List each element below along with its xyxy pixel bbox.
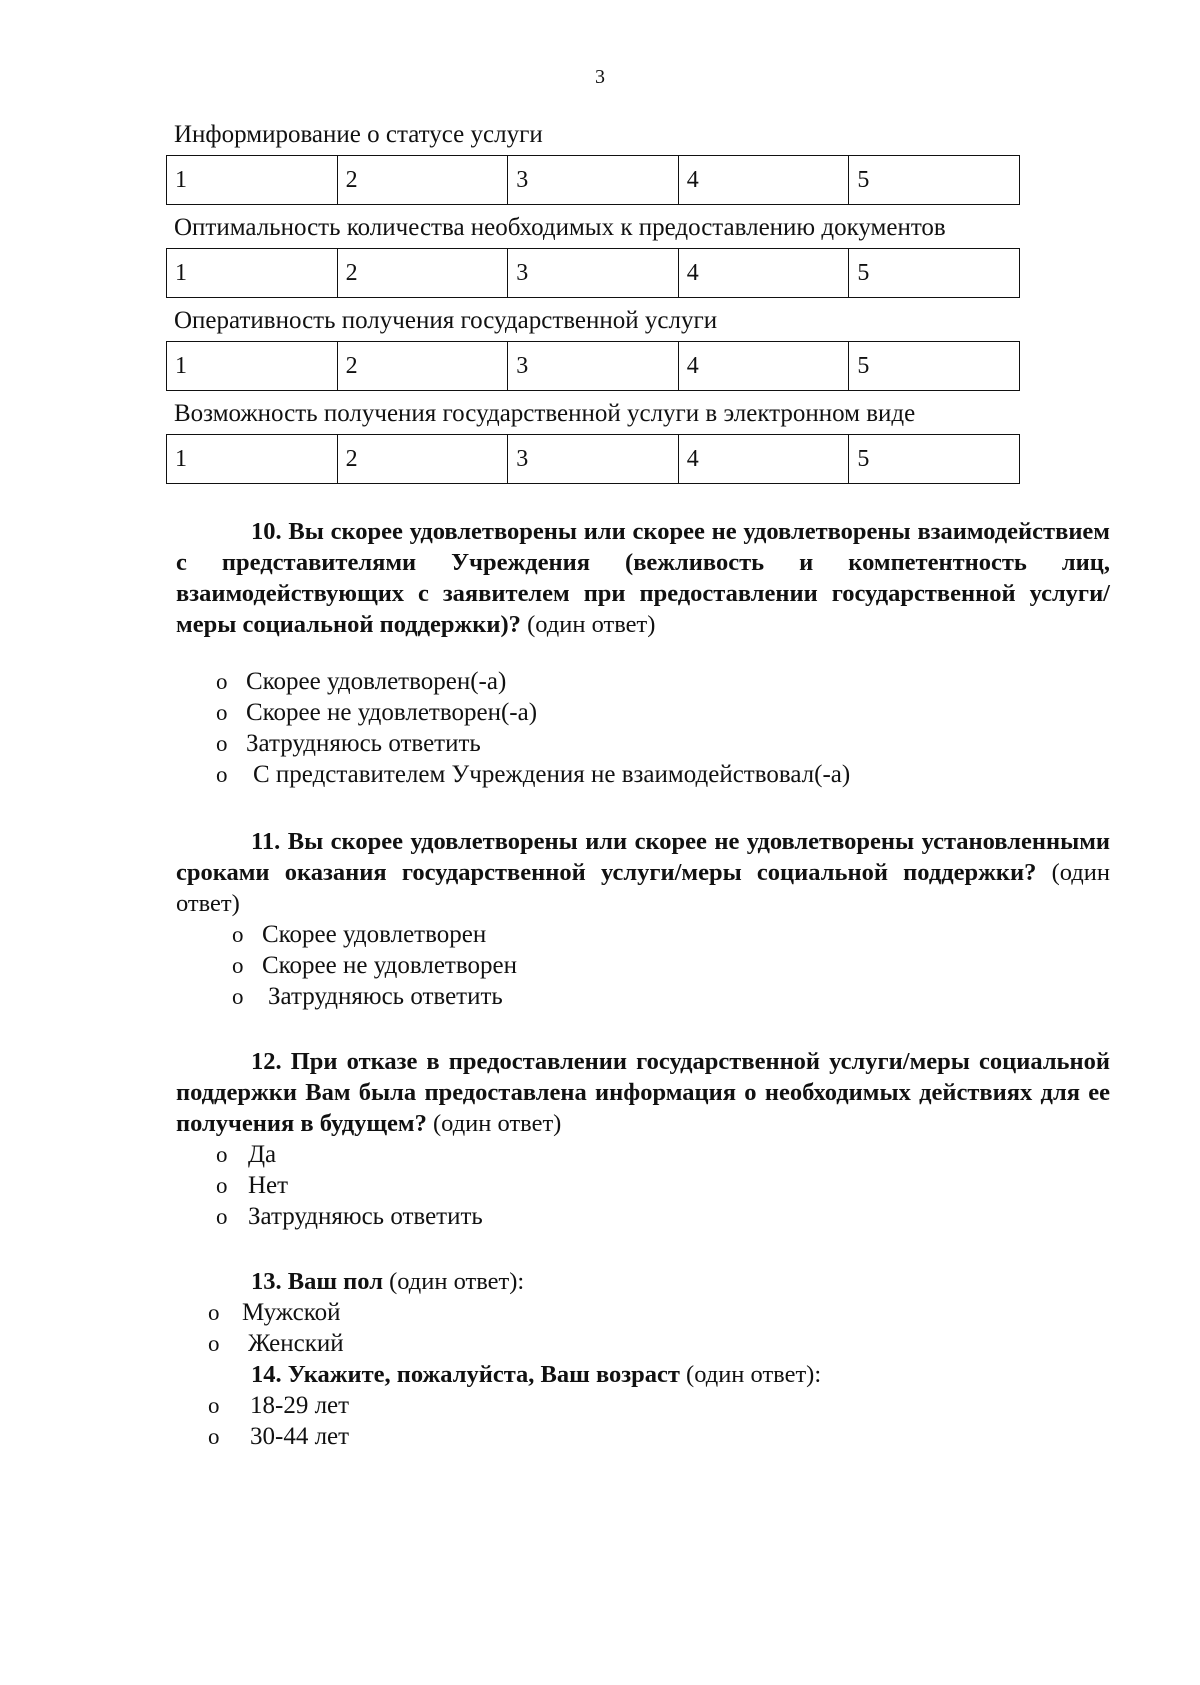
- answer-options: [176, 919, 1110, 1012]
- answer-option-label: Скорее удовлетворен(-а): [246, 668, 507, 695]
- rating-cell-4[interactable]: 4: [678, 342, 849, 391]
- answer-option-label: Затрудняюсь ответить: [246, 730, 481, 757]
- answer-options: [176, 1139, 1110, 1232]
- circle-bullet-icon: o: [232, 953, 244, 978]
- circle-bullet-icon: o: [216, 669, 228, 694]
- circle-bullet-icon: o: [216, 731, 228, 756]
- answer-option-label: Нет: [248, 1172, 289, 1199]
- circle-bullet-icon: o: [216, 1142, 228, 1167]
- rating-cell-2[interactable]: 2: [337, 435, 508, 484]
- question-note: (один ответ): [527, 611, 656, 638]
- rating-cell-1[interactable]: 1: [167, 156, 338, 205]
- rating-cell-2[interactable]: 2: [337, 156, 508, 205]
- rating-cell-5[interactable]: 5: [849, 342, 1020, 391]
- circle-bullet-icon: o: [216, 1173, 228, 1198]
- answer-option-label: С представителем Учреждения не взаимодействовал(-а): [253, 761, 851, 788]
- question-block: [176, 1266, 1110, 1359]
- rating-scale-block: [174, 120, 1036, 205]
- answer-option[interactable]: [176, 981, 1110, 1012]
- circle-bullet-icon: o: [232, 984, 244, 1009]
- answer-option-label: 18-29 лет: [250, 1392, 350, 1419]
- question-note: (один ответ):: [389, 1268, 525, 1295]
- answer-option[interactable]: [176, 950, 1110, 981]
- question-text: [176, 1046, 1110, 1139]
- answer-option[interactable]: [176, 1421, 1110, 1452]
- answer-option[interactable]: [176, 728, 1110, 759]
- question-number: 13.: [251, 1268, 282, 1295]
- rating-scale-table: [166, 434, 1020, 484]
- rating-cell-1[interactable]: 1: [167, 249, 338, 298]
- answer-option[interactable]: [176, 697, 1110, 728]
- question-text: [176, 826, 1110, 919]
- circle-bullet-icon: o: [208, 1331, 220, 1356]
- answer-option[interactable]: [176, 759, 1110, 790]
- answer-option-label: Затрудняюсь ответить: [268, 983, 503, 1010]
- answer-options: [176, 666, 1110, 790]
- question-number: 11.: [251, 828, 281, 855]
- rating-cell-5[interactable]: 5: [849, 249, 1020, 298]
- answer-option[interactable]: [176, 1201, 1110, 1232]
- question-body: Ваш пол: [287, 1268, 383, 1295]
- rating-scale-block: [174, 306, 1036, 391]
- rating-cell-3[interactable]: 3: [508, 156, 679, 205]
- answer-option-label: Мужской: [242, 1299, 341, 1326]
- answer-option-label: 30-44 лет: [250, 1423, 350, 1450]
- answer-option[interactable]: [176, 1390, 1110, 1421]
- rating-scale-label: Возможность получения государственной услуги в электронном виде: [174, 400, 916, 427]
- answer-option[interactable]: [176, 919, 1110, 950]
- rating-cell-3[interactable]: 3: [508, 249, 679, 298]
- answer-option-label: Да: [248, 1141, 277, 1168]
- circle-bullet-icon: o: [208, 1300, 220, 1325]
- question-number: 14.: [251, 1361, 282, 1388]
- rating-cell-5[interactable]: 5: [849, 156, 1020, 205]
- rating-cell-1[interactable]: 1: [167, 435, 338, 484]
- rating-cell-4[interactable]: 4: [678, 435, 849, 484]
- question-text: [176, 1359, 1110, 1390]
- question-block: [176, 1359, 1110, 1452]
- circle-bullet-icon: o: [232, 922, 244, 947]
- answer-option-label: Скорее не удовлетворен(-а): [246, 699, 538, 726]
- question-block: [176, 516, 1110, 790]
- answer-option[interactable]: [176, 1328, 1110, 1359]
- rating-scale-label: Оптимальность количества необходимых к предоставлению документов: [174, 214, 946, 241]
- answer-options: [176, 1390, 1110, 1452]
- answer-option-label: Женский: [248, 1330, 344, 1357]
- circle-bullet-icon: o: [208, 1424, 220, 1449]
- question-body: При отказе в предоставлении государственной услуги/меры социальной поддержки Вам была предоставлена информация о необходимых действиях для ее получения в будущем?: [176, 1048, 1110, 1137]
- answer-option[interactable]: [176, 666, 1110, 697]
- questionnaire-page: [174, 120, 1111, 1452]
- circle-bullet-icon: o: [216, 762, 228, 787]
- question-note: (один ответ): [176, 859, 1111, 917]
- question-number: 10.: [251, 518, 282, 545]
- rating-scale-table: [166, 248, 1020, 298]
- question-text: [176, 1266, 1110, 1297]
- rating-cell-4[interactable]: 4: [678, 249, 849, 298]
- question-block: [176, 826, 1110, 1012]
- circle-bullet-icon: o: [216, 700, 228, 725]
- rating-scale-block: [174, 399, 1036, 484]
- question-note: (один ответ):: [686, 1361, 822, 1388]
- rating-scale-label: Оперативность получения государственной услуги: [174, 307, 718, 334]
- rating-cell-1[interactable]: 1: [167, 342, 338, 391]
- rating-cell-3[interactable]: 3: [508, 342, 679, 391]
- answer-option-label: Затрудняюсь ответить: [248, 1203, 483, 1230]
- question-body: Вы скорее удовлетворены или скорее не удовлетворены взаимодействием с представителями Учреждения (вежливость и компетентность лиц, взаимодействующих с заявителем при предоставлении государственной услуги/меры социальной поддержки)?: [176, 518, 1110, 638]
- rating-cell-5[interactable]: 5: [849, 435, 1020, 484]
- rating-scale-label: Информирование о статусе услуги: [174, 121, 543, 148]
- question-block: [176, 1046, 1110, 1232]
- answer-option[interactable]: [176, 1297, 1110, 1328]
- rating-scale-table: [166, 155, 1020, 205]
- circle-bullet-icon: o: [216, 1204, 228, 1229]
- answer-option-label: Скорее не удовлетворен: [262, 952, 517, 979]
- rating-cell-2[interactable]: 2: [337, 342, 508, 391]
- page-number: 3: [595, 66, 605, 88]
- question-body: Укажите, пожалуйста, Ваш возраст: [287, 1361, 680, 1388]
- question-body: Вы скорее удовлетворены или скорее не удовлетворены установленными сроками оказания государственной услуги/меры социальной поддержки?: [176, 828, 1110, 886]
- rating-cell-4[interactable]: 4: [678, 156, 849, 205]
- rating-cell-2[interactable]: 2: [337, 249, 508, 298]
- answer-option[interactable]: [176, 1139, 1110, 1170]
- rating-scale-block: [174, 213, 1036, 298]
- rating-scale-table: [166, 341, 1020, 391]
- question-text: [176, 516, 1110, 640]
- rating-cell-3[interactable]: 3: [508, 435, 679, 484]
- answer-options: [176, 1297, 1110, 1359]
- question-number: 12.: [251, 1048, 282, 1075]
- answer-option[interactable]: [176, 1170, 1110, 1201]
- question-note: (один ответ): [433, 1110, 562, 1137]
- answer-option-label: Скорее удовлетворен: [262, 921, 487, 948]
- circle-bullet-icon: o: [208, 1393, 220, 1418]
